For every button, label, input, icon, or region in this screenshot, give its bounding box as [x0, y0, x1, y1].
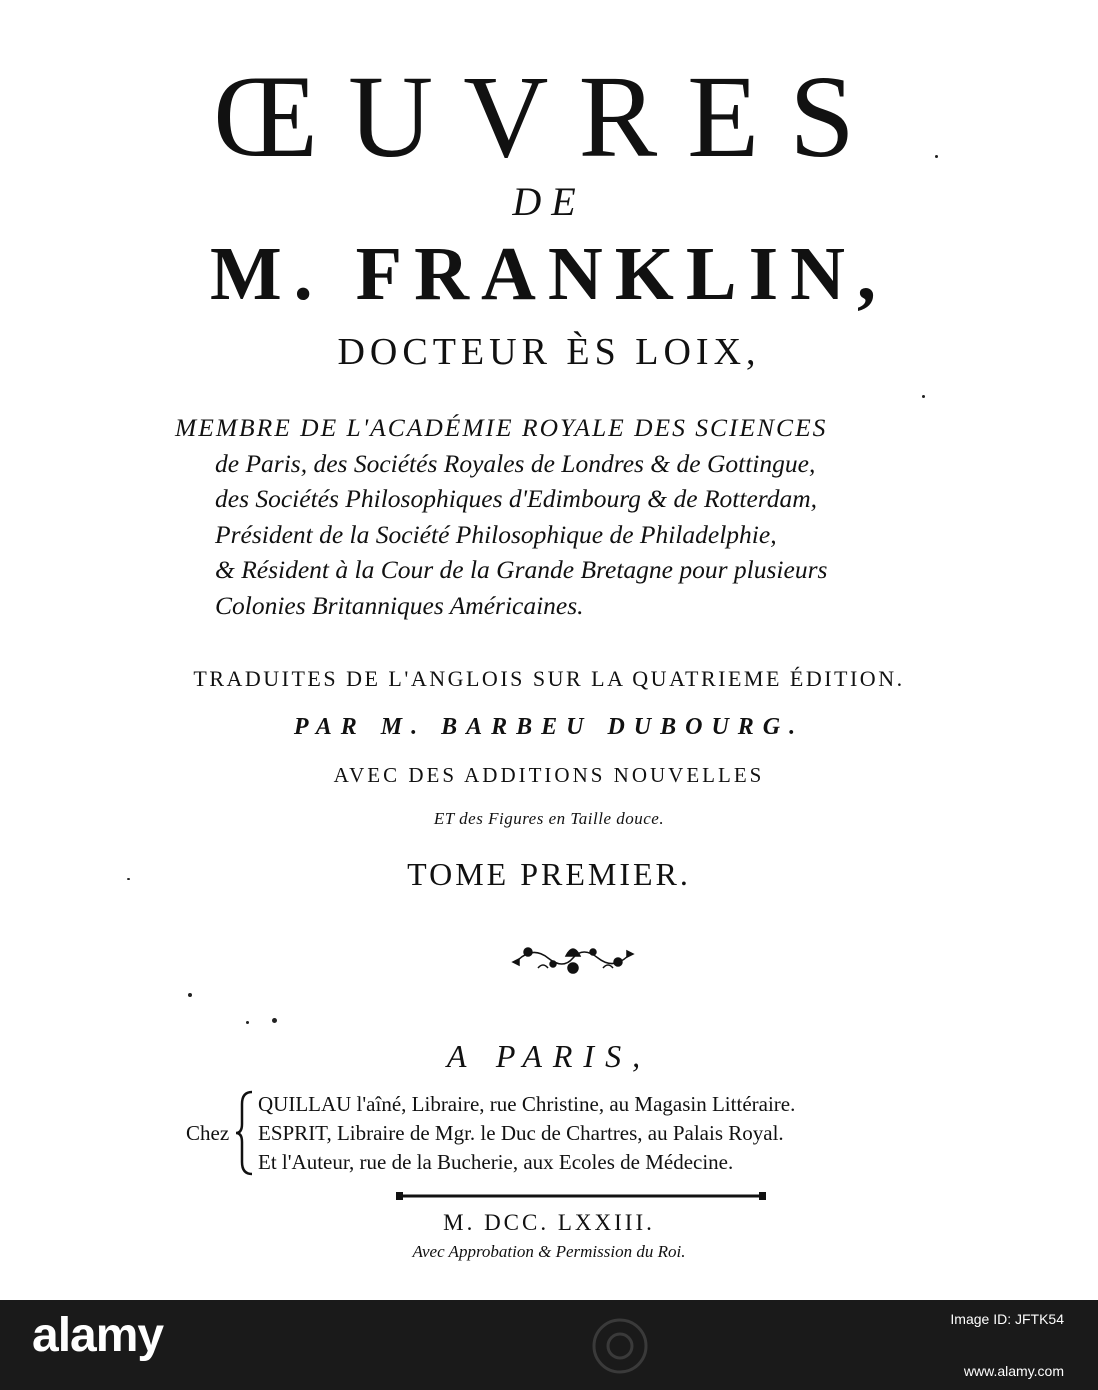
- figures-note: ET des Figures en Taille douce.: [433, 809, 665, 828]
- curly-brace-icon: [234, 1090, 256, 1176]
- author-degree: DOCTEUR ÈS LOIX,: [337, 331, 761, 373]
- ink-speck: [127, 878, 130, 880]
- alamy-stamp-icon: [560, 1316, 680, 1376]
- affiliation-line: de Paris, des Sociétés Royales de Londres & de Gottingue,: [215, 448, 816, 478]
- approbation-note: Avec Approbation & Permission du Roi.: [412, 1242, 686, 1261]
- printers-ornament-icon: [508, 938, 638, 978]
- affiliations-block: [175, 410, 995, 623]
- affiliation-line: Président de la Société Philosophique de Philadelphie,: [215, 519, 777, 549]
- ink-speck: [935, 155, 938, 158]
- imprint-block: [258, 1090, 1018, 1177]
- stock-watermark-bar: [0, 1300, 1098, 1390]
- ink-speck: [272, 1018, 277, 1023]
- imprint-line: ESPRIT, Libraire de Mgr. le Duc de Chartres, au Palais Royal.: [258, 1121, 784, 1145]
- ink-speck: [188, 993, 192, 997]
- alamy-url: www.alamy.com: [963, 1363, 1064, 1379]
- volume-label: TOME PREMIER.: [407, 856, 691, 892]
- title-de: DE: [512, 179, 586, 224]
- ink-speck: [246, 1021, 249, 1024]
- additions-note: AVEC DES ADDITIONS NOUVELLES: [333, 763, 765, 787]
- place-of-publication: A PARIS,: [446, 1038, 652, 1074]
- translator: PAR M. BARBEU DUBOURG.: [293, 714, 805, 740]
- image-id: Image ID: JFTK54: [950, 1311, 1064, 1327]
- affiliation-line: MEMBRE DE L'ACADÉMIE ROYALE DES SCIENCES: [175, 413, 828, 442]
- affiliation-line: Colonies Britanniques Américaines.: [215, 590, 584, 620]
- ornamental-rule: [395, 1190, 767, 1202]
- affiliation-line: des Sociétés Philosophiques d'Edimbourg & de Rotterdam,: [215, 484, 818, 513]
- publication-date: M. DCC. LXXIII.: [443, 1210, 655, 1235]
- translation-note: TRADUITES DE L'ANGLOIS SUR LA QUATRIEME ÉDITION.: [193, 666, 905, 691]
- alamy-logo: alamy: [32, 1309, 164, 1362]
- imprint-line: Et l'Auteur, rue de la Bucherie, aux Ecoles de Médecine.: [258, 1150, 734, 1174]
- title: ŒUVRES: [213, 51, 885, 182]
- ink-speck: [922, 395, 925, 398]
- imprint-line: QUILLAU l'aîné, Libraire, rue Christine, au Magasin Littéraire.: [258, 1092, 796, 1116]
- affiliation-line: & Résident à la Cour de la Grande Bretagne pour plusieurs: [215, 555, 828, 584]
- chez-label: Chez: [186, 1121, 230, 1145]
- author-name: M. FRANKLIN,: [209, 232, 889, 316]
